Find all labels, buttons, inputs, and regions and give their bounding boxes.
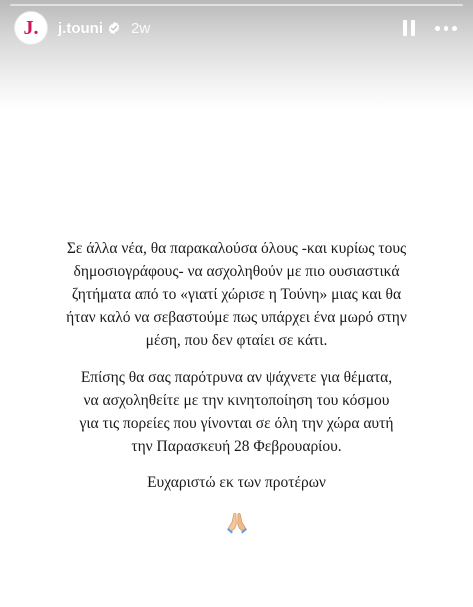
more-dots-icon: [435, 26, 440, 31]
text-line: την Παρασκευή 28 Φεβρουαρίου.: [131, 438, 342, 455]
story-progress-bar: [10, 4, 463, 6]
pause-icon: [403, 20, 407, 36]
text-line: ήταν καλό να σεβαστούμε πως υπάρχει ένα μωρό στην: [66, 309, 407, 326]
pause-button[interactable]: [399, 18, 419, 38]
text-line: δημοσιογράφους- να ασχοληθούν με πιο ουσιαστικά: [73, 263, 400, 280]
username[interactable]: j.touni: [58, 19, 103, 37]
story-paragraph-2: [20, 366, 453, 458]
text-line: ζητήματα από το «γιατί χώρισε η Τούνη» μιας και θα: [71, 286, 402, 303]
text-line: Επίσης θα σας παρότρυνα αν ψάχνετε για θέματα,: [80, 369, 393, 386]
story-paragraph-1: [20, 237, 453, 352]
avatar[interactable]: [14, 11, 48, 45]
story-header: [14, 10, 459, 46]
text-line: για τις πορείες που γίνονται σε όλη την χώρα αυτή: [79, 415, 394, 432]
text-line: μέση, που δεν φταίει σε κάτι.: [145, 332, 328, 349]
text-line: να ασχοληθείτε με την κινητοποίηση του κόσμου: [83, 392, 390, 409]
verified-badge-icon: [107, 21, 121, 35]
story-paragraph-3: [20, 471, 453, 494]
post-time: 2w: [131, 19, 151, 37]
avatar-logo-text: J.: [23, 17, 39, 39]
text-line: Ευχαριστώ εκ των προτέρων: [147, 474, 326, 491]
text-line: Σε άλλα νέα, θα παρακαλούσα όλους -και κυρίως τους: [66, 240, 407, 257]
praying-hands-icon: [0, 510, 473, 541]
more-options-button[interactable]: [433, 18, 459, 38]
